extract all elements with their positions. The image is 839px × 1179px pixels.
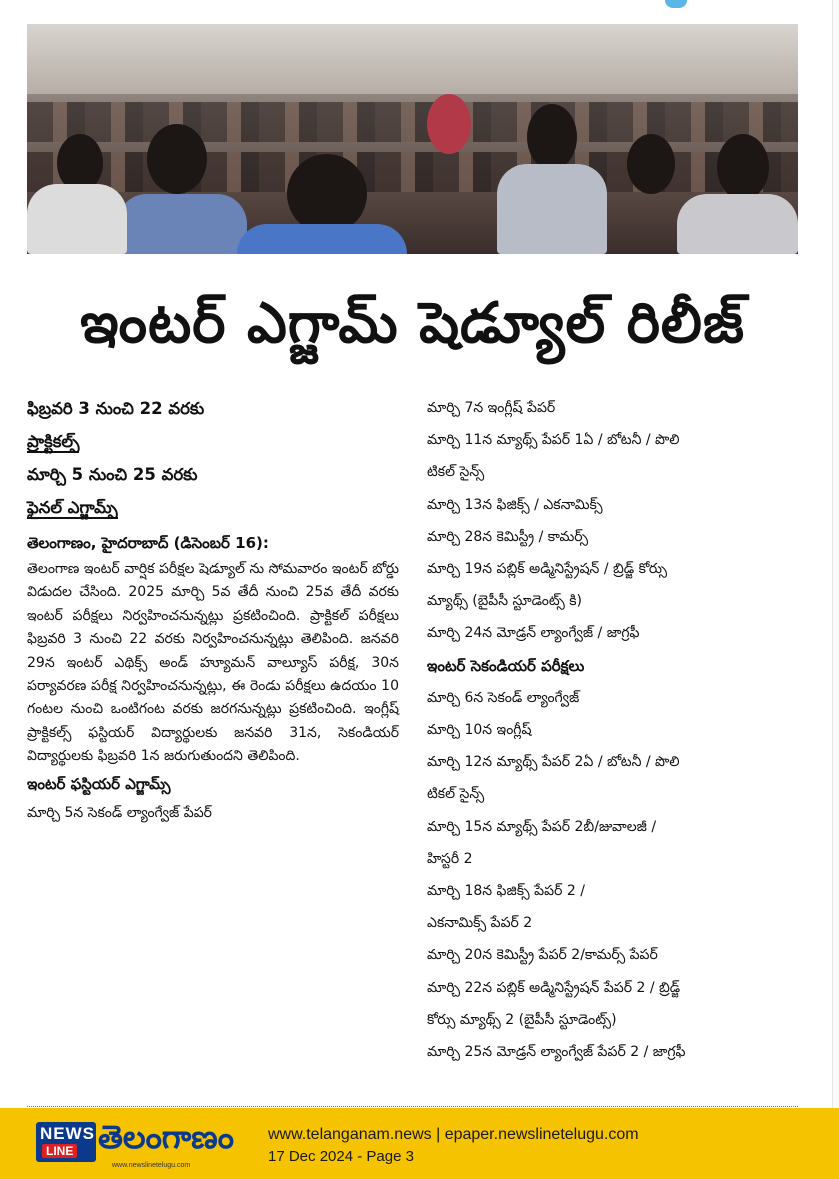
photo-person (627, 134, 675, 194)
schedule-line: మార్చి 24న మోడ్రన్ ల్యాంగ్వేజ్ / జాగ్రఫీ (427, 625, 640, 642)
schedule-line: మార్చి 28న కెమిస్ట్రీ / కామర్స్ (427, 528, 589, 545)
photo-person (427, 94, 471, 154)
schedule-line: హిస్టరీ 2 (427, 850, 473, 867)
headline: ఇంటర్ ఎగ్జామ్ షెడ్యూల్ రిలీజ్ (80, 291, 745, 356)
photo-person (117, 194, 247, 254)
telanganam-logo[interactable]: తెలంగాణం (98, 1118, 234, 1156)
photo-person (287, 154, 367, 234)
highlight-line (27, 458, 399, 491)
photo-person (27, 184, 127, 254)
left-column (27, 392, 399, 828)
photo-row (27, 152, 798, 192)
logo-news-text: NEWS (40, 1124, 95, 1143)
footer-sites[interactable]: www.telanganam.news | epaper.newslinetelugu.com (268, 1126, 639, 1143)
photo-ceiling (27, 24, 798, 94)
schedule-line: కోర్సు మ్యాథ్స్ 2 (బైపీసీ స్టూడెంట్స్) (427, 1011, 617, 1028)
schedule-line: మార్చి 6న సెకండ్ ల్యాంగ్వేజ్ (427, 689, 580, 706)
photo-person (717, 134, 769, 200)
photo-row (27, 102, 798, 142)
schedule-line: మార్చి 25న మోడ్రన్ ల్యాంగ్వేజ్ పేపర్ 2 / జాగ్రఫీ (427, 1044, 686, 1061)
footer-divider (27, 1106, 798, 1107)
logo-line-text: LINE (42, 1144, 77, 1158)
photo-person (497, 164, 607, 254)
right-column (427, 392, 799, 1068)
schedule-line: టికల్ సైన్స్ (427, 786, 485, 803)
schedule-line: మార్చి 12న మ్యాథ్స్ పేపర్ 2ఏ / బోటనీ / పొలి (427, 754, 680, 771)
section-subhead: ఇంటర్ సెకండియర్ పరీక్షలు (427, 656, 585, 675)
dateline: తెలంగాణం, హైదరాబాద్ (డిసెంబర్ 16): (27, 534, 269, 552)
top-decoration (665, 0, 687, 8)
highlight-text: మార్చి 5 నుంచి 25 వరకు (27, 465, 198, 484)
schedule-line: మార్చి 10న ఇంగ్లీష్ (427, 722, 532, 739)
highlight-line (27, 425, 399, 458)
highlight-line (27, 491, 399, 524)
photo-person (527, 104, 577, 170)
schedule-line: మ్యాథ్స్ (బైపీసీ స్టూడెంట్స్ కి) (427, 593, 583, 610)
schedule-line: ఎకనామిక్స్ పేపర్ 2 (427, 915, 533, 932)
schedule-line: మార్చి 20న కెమిస్ట్రీ పేపర్ 2/కామర్స్ పేపర్ (427, 947, 658, 964)
footer-bar (0, 1108, 839, 1179)
newsline-logo[interactable] (36, 1122, 96, 1162)
highlight-text: ఫిబ్రవరి 3 నుంచి 22 వరకు (27, 399, 205, 418)
schedule-line: మార్చి 18న ఫిజిక్స్ పేపర్ 2 / (427, 883, 585, 900)
schedule-line: టికల్ సైన్స్ (427, 464, 485, 481)
schedule-line: మార్చి 7న ఇంగ్లీష్ పేపర్ (427, 400, 556, 416)
schedule-line: మార్చి 11న మ్యాథ్స్ పేపర్ 1ఏ / బోటనీ / పొలి (427, 432, 680, 449)
highlight-text: ఫైనల్ ఎగ్జామ్స్ (27, 498, 118, 517)
section-subhead: ఇంటర్ ఫస్టియర్ ఎగ్జామ్స్ (27, 774, 171, 793)
schedule-line: మార్చి 15న మ్యాథ్స్ పేపర్ 2బీ/జువాలజీ / (427, 818, 657, 835)
highlight-text: ప్రాక్టికల్స్ (27, 432, 80, 451)
article-body: తెలంగాణ ఇంటర్ వార్షిక పరీక్షల షెడ్యూల్ ను సోమవారం ఇంటర్ బోర్డు విడుదల చేసింది. 2025 మార్చి 5వ తేదీ నుంచి 25వ తేదీ వరకు ఇంటర్ పరీక్షలు నిర్వహించనున్నట్లు ప్రకటించింది. ప్రాక్టికల్ పరీక్షలు ఫిబ్రవరి 3 నుంచి 22 వరకు నిర్వహించనున్నట్లు తెలిపింది. జనవరి 29న ఇంటర్ ఎథిక్స్ అండ్ హ్యూమన్ వాల్యూస్ పరీక్ష, 30న పర్యావరణ పరీక్ష నిర్వహించనున్నట్లు, ఈ రెండు పరీక్షలు ఉదయం 10 గంటల నుంచి ఒంటిగంట వరకు జరగనున్నట్లు ప్రకటించింది. ఇంగ్లీష్ ప్రాక్టికల్స్ ఫస్టియర్ విద్యార్థులకు జనవరి 31న, సెకండియర్ విద్యార్థులకు ఫిబ్రవరి 1న జరుగుతుందని తెలిపింది. (27, 561, 399, 765)
schedule-line: మార్చి 19న పబ్లిక్ అడ్మినిస్ట్రేషన్ / బ్రిడ్జ్ కోర్సు (427, 561, 668, 578)
scrollbar[interactable] (832, 0, 839, 1108)
photo-person (677, 194, 798, 254)
photo-person (147, 124, 207, 194)
logo-url: www.newslinetelugu.com (112, 1162, 191, 1169)
photo-person (237, 224, 407, 254)
schedule-line: మార్చి 22న పబ్లిక్ అడ్మినిస్ట్రేషన్ పేపర్ 2 / బ్రిడ్జ్ (427, 979, 681, 996)
highlight-line (27, 392, 399, 425)
schedule-line: మార్చి 5న సెకండ్ ల్యాంగ్వేజ్ పేపర్ (27, 804, 212, 821)
footer-date-page: 17 Dec 2024 - Page 3 (268, 1148, 414, 1165)
article-photo (27, 24, 798, 254)
schedule-line: మార్చి 13న ఫిజిక్స్ / ఎకనామిక్స్ (427, 496, 603, 513)
